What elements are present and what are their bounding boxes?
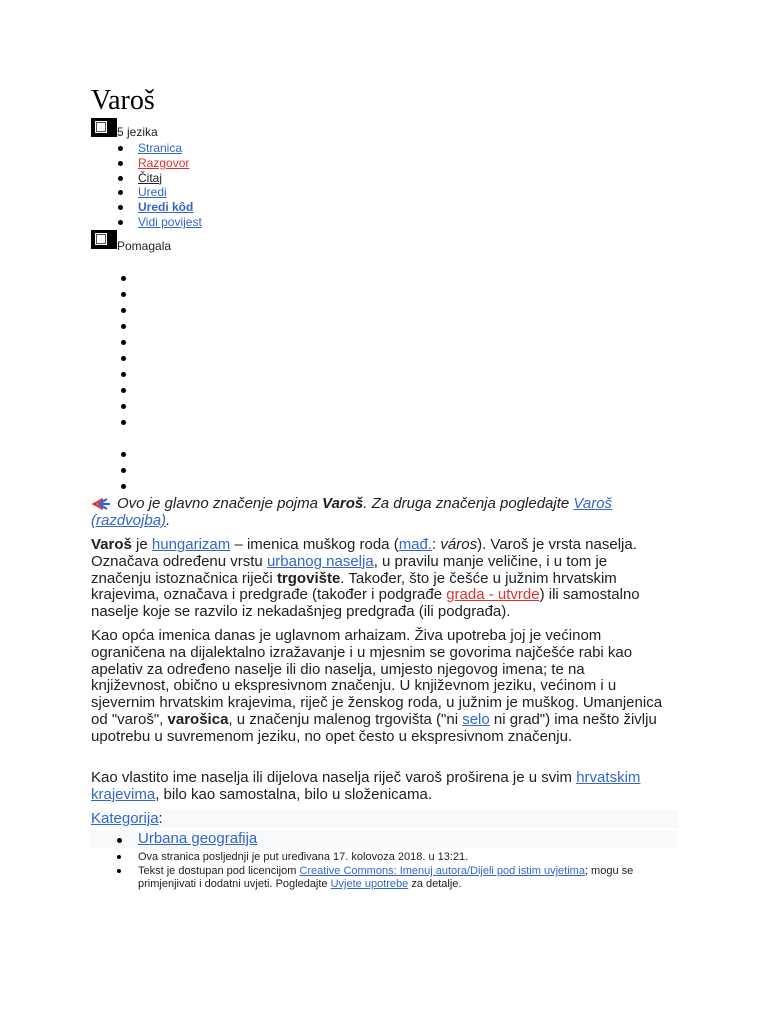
list-item	[121, 356, 126, 361]
nav-item-citaj[interactable]: Čitaj	[138, 171, 202, 186]
paragraph-3: Kao vlastito ime naselja ili dijelova naselja riječ varoš proširena je u svim hrvatskim krajevima, bilo kao samostalna, bilo u složenicama.	[91, 769, 641, 803]
languages-label[interactable]: 5 jezika	[117, 125, 158, 139]
list-item	[121, 452, 126, 457]
paragraph-1: Varoš je hungarizam – imenica muškog roda (mađ.: város). Varoš je vrsta naselja. Označava određenu vrstu urbanog naselja, u pravilu manje veličine, i u tom je značenju istoznačnica riječi trgovište. Također, što je češće u južnim hrvatskim krajevima, označava i predgrađe (također i podgrađe grada - utvrde) ili samostalno naselje koje se razvilo iz nekadašnjeg predgrađa (ili podgrađa).	[91, 536, 640, 621]
page-actions-list	[138, 141, 202, 230]
category-bullet	[117, 838, 122, 843]
nav-item-stranica[interactable]: Stranica	[138, 141, 202, 156]
list-item	[121, 388, 126, 393]
list-item	[121, 324, 126, 329]
list-item	[121, 420, 126, 425]
link-urbanog-naselja[interactable]: urbanog naselja	[266, 552, 374, 570]
link-hungarizam[interactable]: hungarizam	[151, 536, 231, 553]
footer-license: Tekst je dostupan pod licencijom Creative Commons: Imenuj autora/Dijeli pod istim uvjetima; mogu se primjenjivati i dodatni uvjeti. Pogledajte Uvjete upotrebe za detalje.	[138, 865, 634, 890]
list-item	[121, 292, 126, 297]
languages-checkbox[interactable]	[91, 118, 117, 137]
disambiguation-icon	[91, 498, 111, 510]
footer-bullet	[117, 869, 121, 873]
list-item	[121, 340, 126, 345]
list-item	[121, 372, 126, 377]
link-selo[interactable]: selo	[462, 710, 490, 728]
nav-item-vidi-povijest[interactable]: Vidi povijest	[138, 214, 202, 229]
hatnote: Ovo je glavno značenje pojma Varoš. Za druga značenja pogledajte Varoš (razdvojba).	[91, 495, 613, 529]
list-item	[121, 404, 126, 409]
paragraph-2: Kao opća imenica danas je uglavnom arhaizam. Živa upotreba joj je većinom ograničena na dijalektalno izražavanje i u mjesnim se govorima najčešće rabi kao apelativ za određeno naselje ili dio naselja, umjesto njegovog imena; te na književnost, obično u ekspresivnom značenju. U književnom jeziku, većinom i u sjevernim hrvatskim krajevima, riječ je ženskog roda, u južnim je muškog. Umanjenica od "varoš", varošica, u značenju malenog trgovišta ("ni selo ni grad") ima nešto življu upotrebu u suvremenom jeziku, no opet često u ekspresivnom značenju.	[91, 627, 663, 745]
list-item	[121, 276, 126, 281]
footer-bullet	[117, 855, 121, 859]
list-item	[121, 468, 126, 473]
redlink-grada-utvrde[interactable]: grada - utvrde	[446, 586, 540, 604]
category-item[interactable]: Urbana geografija	[138, 830, 258, 847]
nav-item-uredi-kod[interactable]: Uredi kôd	[138, 200, 202, 215]
tools-label[interactable]: Pomagala	[117, 239, 172, 253]
terms-link[interactable]: Uvjete upotrebe	[330, 878, 409, 890]
list-item	[121, 308, 126, 313]
license-link[interactable]: Creative Commons: Imenuj autora/Dijeli pod istim uvjetima	[299, 865, 585, 877]
list-item	[121, 484, 126, 489]
page-title: Varoš	[91, 85, 155, 116]
nav-item-razgovor[interactable]: Razgovor	[138, 156, 202, 171]
categories-link[interactable]: Kategorija	[91, 810, 159, 827]
tools-checkbox[interactable]	[91, 230, 117, 249]
disambiguation-link[interactable]: Varoš (razdvojba)	[91, 495, 613, 529]
link-hrvatskim-krajevima[interactable]: hrvatskim krajevima	[91, 769, 641, 803]
nav-item-uredi[interactable]: Uredi	[138, 185, 202, 200]
categories-bar: Kategorija:	[89, 810, 679, 828]
footer-last-edited: Ova stranica posljednji je put uređivana 17. kolovoza 2018. u 13:21.	[138, 851, 469, 863]
link-madarski[interactable]: mađ.	[398, 536, 433, 553]
